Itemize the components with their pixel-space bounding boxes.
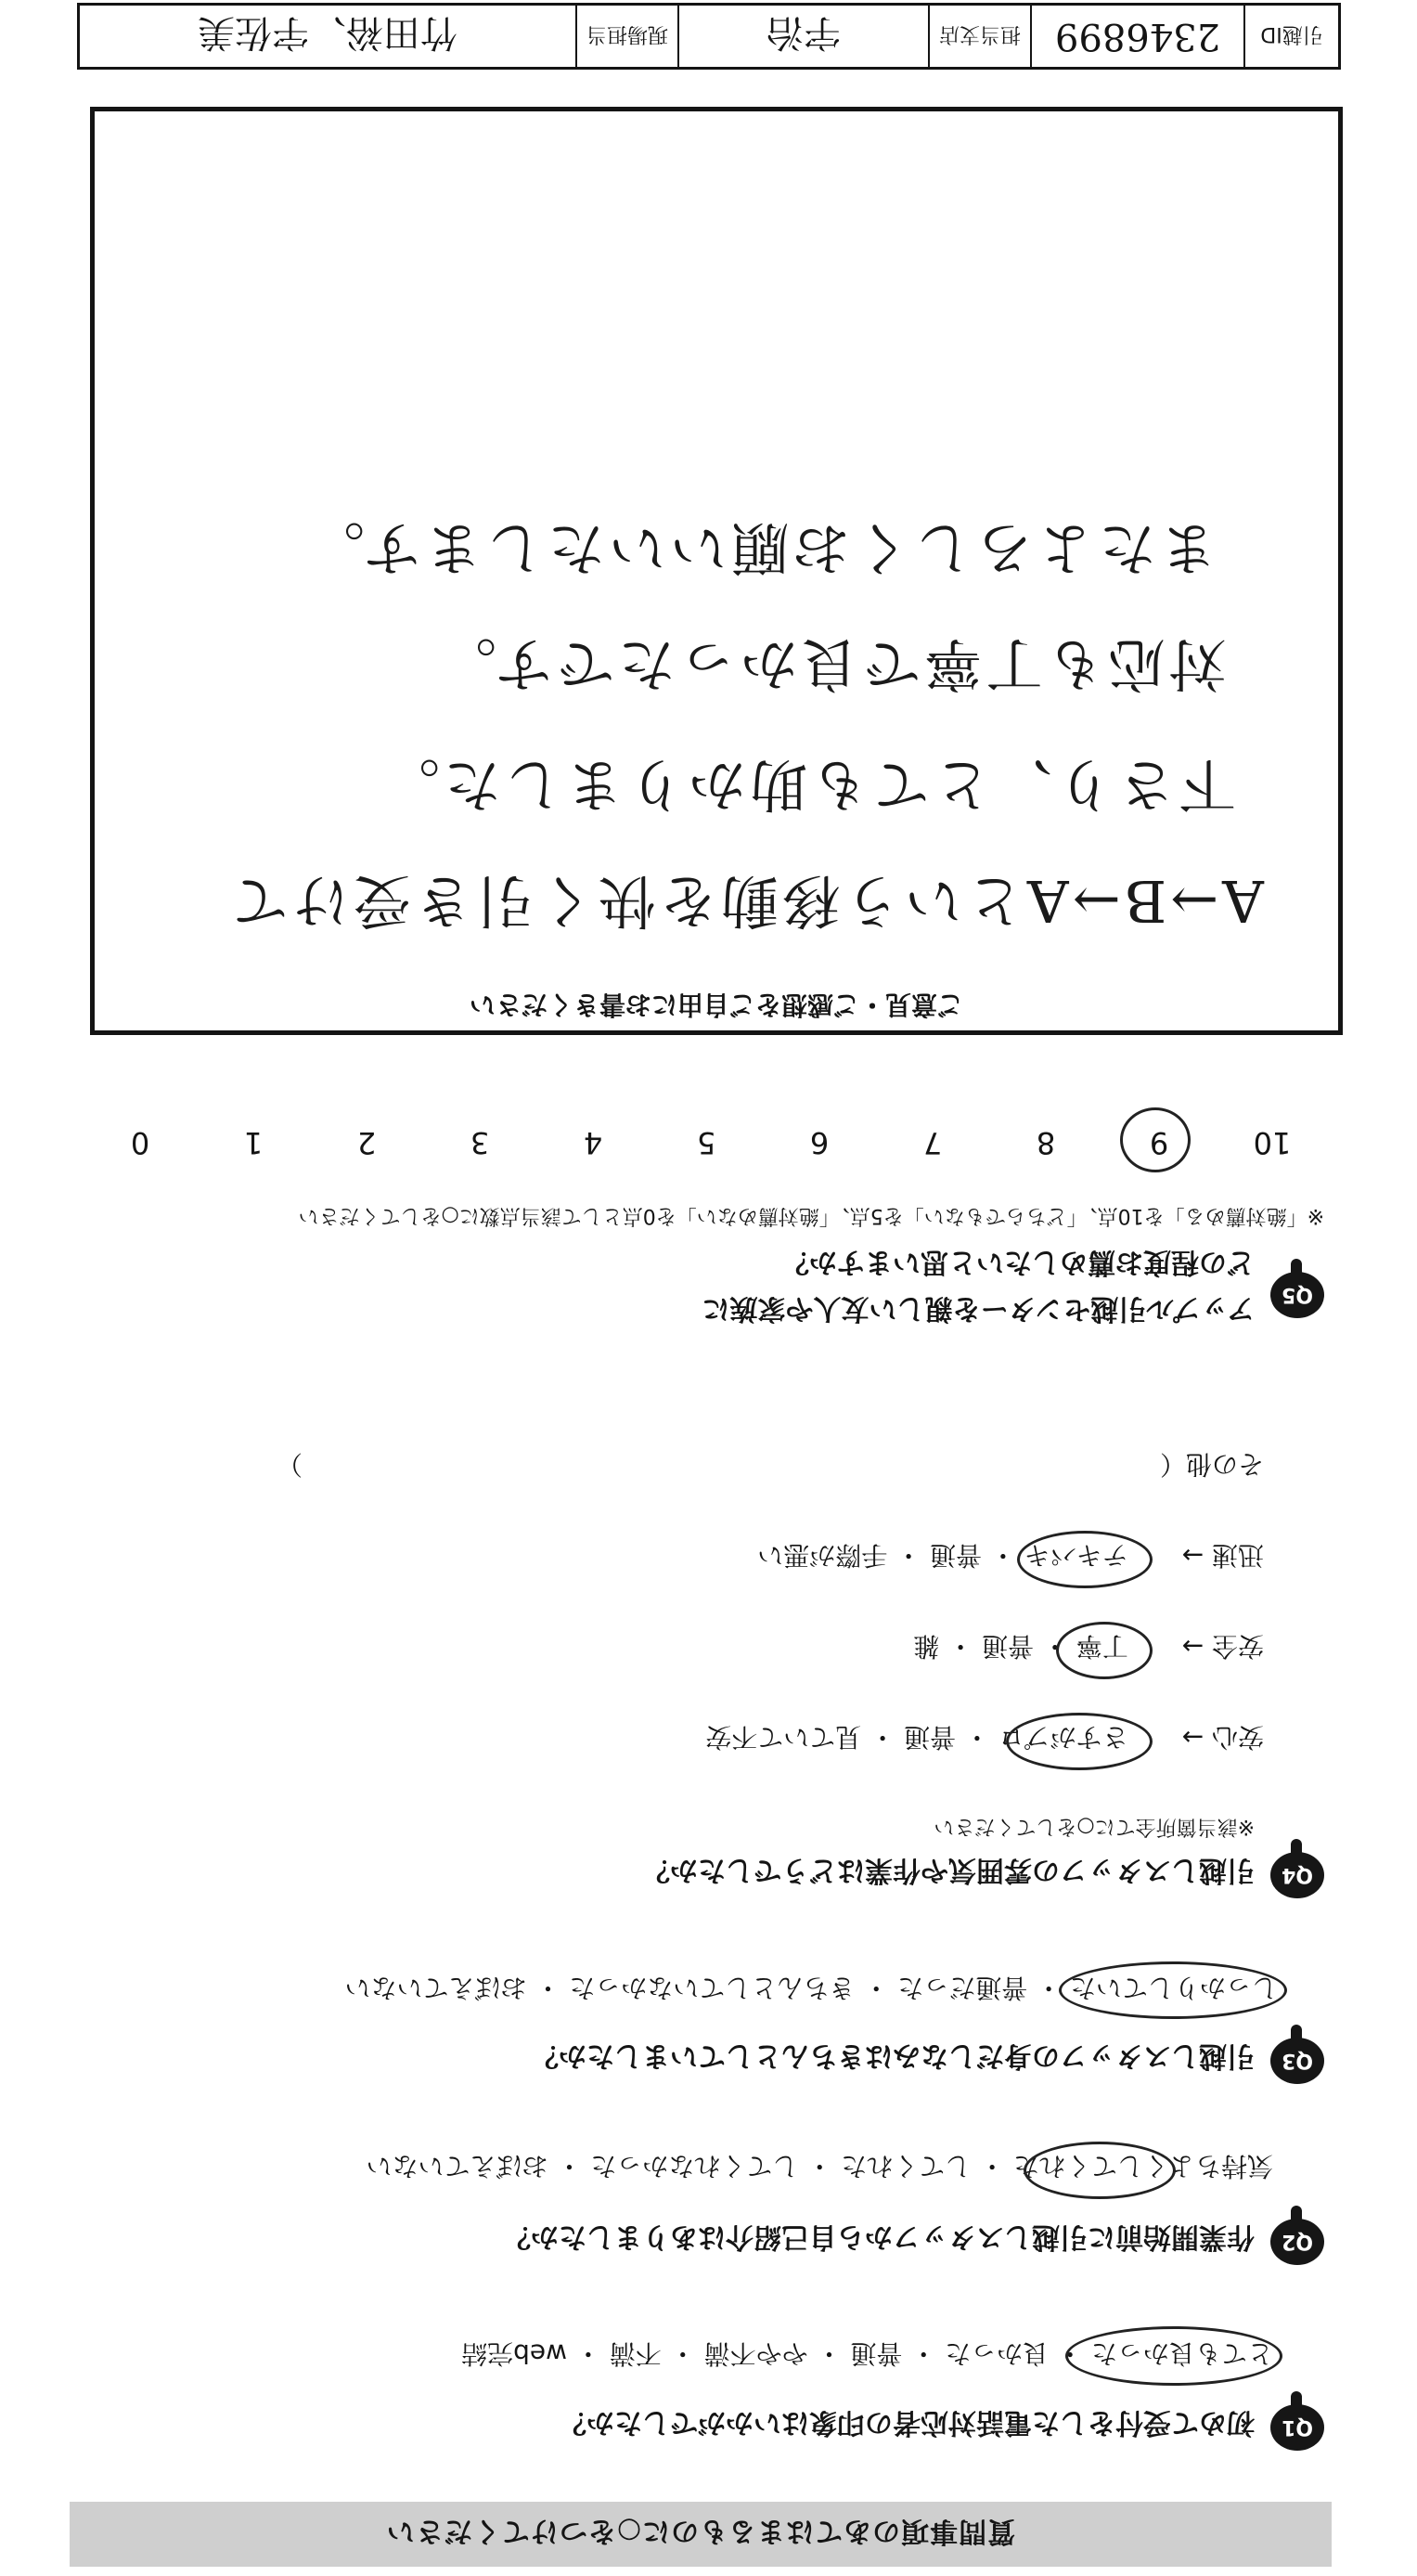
q5-question-line2: どの程度お薦めしたいと思いますか？ — [781, 1246, 1255, 1278]
q5-scale-4[interactable]: 4 — [583, 1125, 603, 1160]
comment-line-4: またよろしくお願いいたします。 — [303, 514, 1217, 582]
q4-row-jinsoku — [757, 1538, 1264, 1575]
q5-scale-9[interactable]: 9 — [1149, 1125, 1169, 1160]
q4-row-anshin — [705, 1720, 1264, 1757]
id-value: 2346899 — [1032, 6, 1245, 67]
q2-options: 気持ちよくしてくれた ・ してくれた ・ してくれなかった ・ おぼえていない — [366, 2151, 1273, 2181]
q1-options: とても良かった ・ 良かった ・ 普通 ・ やや不満 ・ 不満 ・ web完結 — [461, 2338, 1273, 2369]
instruction-band — [70, 2502, 1332, 2567]
q3-question: 引越しスタッフの身だしなみはきちんとしていましたか？ — [531, 2039, 1255, 2072]
comment-title: ご意見・ご感想をご自由にお書きください — [470, 990, 964, 1020]
q2-question: 作業開始前に引越しスタッフから自己紹介はありましたか？ — [503, 2220, 1255, 2253]
branch-label: 担当支店 — [930, 6, 1032, 67]
q4-row-label: 迅速 → — [1181, 1540, 1264, 1571]
comment-line-3: 対応も丁寧で良かったです。 — [434, 630, 1227, 698]
q5-question-line1: アップル引越センターを親しい友人や家族に — [702, 1292, 1255, 1325]
q4-note: ※該当箇所全てに○をしてください — [934, 1815, 1255, 1838]
comment-line-2: 下さり、とても助かりました。 — [378, 751, 1236, 819]
id-table — [77, 3, 1341, 70]
q5-answer-circle[interactable] — [1120, 1107, 1191, 1172]
q4-question: 引越しスタッフの雰囲気や作業はどうでしたか？ — [642, 1854, 1255, 1886]
q3-options: しっかりしていた ・ 普通だった ・ きちんとしていなかった ・ おぼえていない — [344, 1973, 1278, 2003]
q4-row-label: 安全 → — [1181, 1631, 1264, 1662]
q1-question: 初めて受付をした電話対応者の印象はいかがでしたか？ — [559, 2406, 1255, 2439]
q1-badge: Q1 — [1270, 2404, 1324, 2451]
instruction-text: 質問事項のあてはまるものに○をつけてください — [385, 2515, 1016, 2547]
q5-scale-5[interactable]: 5 — [696, 1125, 716, 1160]
q4-jinsoku-circle[interactable] — [1017, 1531, 1153, 1588]
id-label: 引越ID — [1260, 22, 1323, 46]
comment-box[interactable] — [90, 107, 1343, 1035]
staff-label: 現場担当 — [577, 6, 679, 67]
q5-badge: Q5 — [1270, 1272, 1324, 1318]
q4-row-options: 丁寧 ・ 普通 ・ 雑 — [913, 1631, 1128, 1662]
staff-value: 竹田裕、宇佐美 — [80, 6, 577, 67]
q5-scale-2[interactable]: 2 — [356, 1125, 377, 1160]
q5-scale-1[interactable]: 1 — [243, 1125, 264, 1160]
q5-scale-0[interactable]: 0 — [130, 1125, 150, 1160]
q2-badge: Q2 — [1270, 2219, 1324, 2265]
q5-scale-6[interactable]: 6 — [809, 1125, 830, 1160]
q4-row-options: テキパキ ・ 普通 ・ 手際が悪い — [757, 1540, 1128, 1571]
q4-row-label: 安心 → — [1181, 1722, 1264, 1753]
q2-answer-circle[interactable] — [1024, 2142, 1176, 2199]
q4-other: その他（ ） — [276, 1449, 1264, 1480]
comment-line-1: A→B→Aという移動を快く引き受けて — [226, 867, 1264, 935]
q5-scale-10[interactable]: 10 — [1253, 1125, 1292, 1160]
q5-note: ※「絶対薦める」を10点、「どちらでもない」を5点、「絶対薦めない」を0点として該当点数に○をしてください — [298, 1204, 1324, 1227]
q4-badge: Q4 — [1270, 1852, 1324, 1898]
branch-value: 宇治 — [679, 6, 930, 67]
q3-answer-circle[interactable] — [1059, 1961, 1287, 2019]
q1-answer-circle[interactable] — [1065, 2326, 1282, 2386]
q5-scale-8[interactable]: 8 — [1036, 1125, 1056, 1160]
q3-badge: Q3 — [1270, 2038, 1324, 2084]
q5-scale-7[interactable]: 7 — [922, 1125, 943, 1160]
q4-row-options: さすがプロ ・ 普通 ・ 見ていて不安 — [705, 1722, 1128, 1753]
q4-anshin-circle[interactable] — [1006, 1713, 1153, 1770]
q4-anzen-circle[interactable] — [1056, 1622, 1153, 1679]
q5-scale-3[interactable]: 3 — [470, 1125, 490, 1160]
